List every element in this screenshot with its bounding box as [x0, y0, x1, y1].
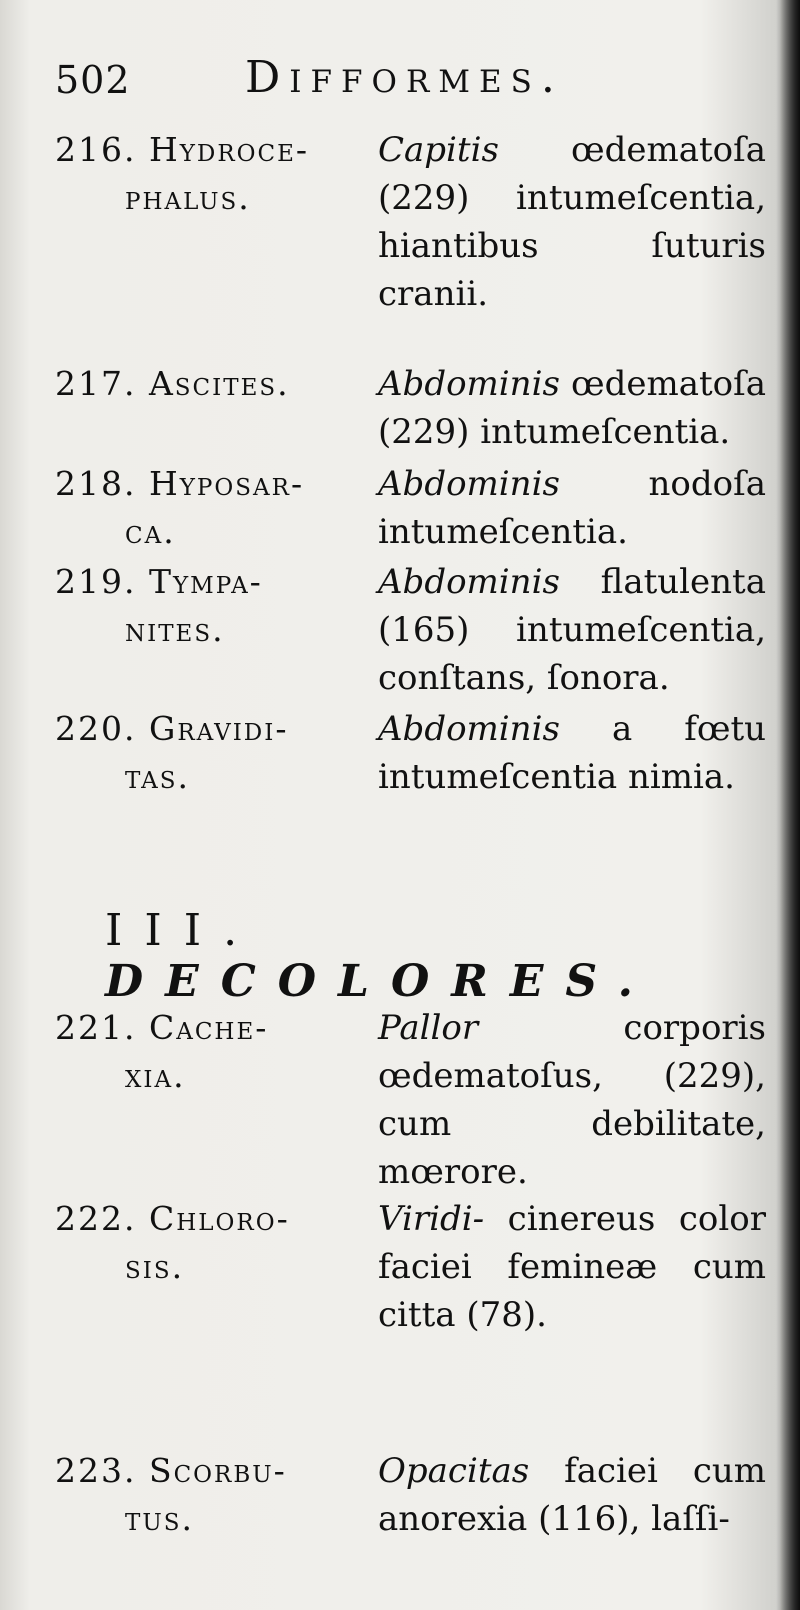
- entry-definition: Abdominis œdematoſa (229) intumeſcentia.: [378, 364, 766, 452]
- page-header: [55, 50, 755, 110]
- entry-definition: Viridi- cinereus color faciei femineæ cum citta (78).: [378, 1199, 766, 1335]
- entry-term: 222. Chloro- sis.: [55, 1199, 290, 1286]
- entry-term: 221. Cache- xia.: [55, 1008, 269, 1095]
- section-title: DECOLORES.: [105, 956, 655, 1007]
- page-edge-shadow: [776, 0, 800, 1610]
- entry-definition: Abdominis a fœtu intumeſcentia nimia.: [378, 709, 767, 797]
- entry-definition: Opacitas faciei cum anorexia (116), laſſi-: [378, 1451, 766, 1539]
- entry-definition: Abdominis nodoſa intumeſcentia.: [378, 464, 766, 552]
- page-number: 502: [55, 58, 131, 102]
- entry-definition: Abdominis flatulenta (165) intumeſcentia, conſtans, ſonora.: [378, 562, 766, 698]
- running-title: Difformes.: [245, 52, 564, 103]
- entry-term: 223. Scorbu- tus.: [55, 1451, 287, 1538]
- section-numeral: III.: [105, 905, 260, 956]
- entry-definition: Capitis œdematoſa (229) intumeſcentia, hiantibus ſuturis cranii.: [378, 130, 766, 314]
- entry-term: 219. Tympa- nites.: [55, 562, 263, 649]
- entry-term: 220. Gravidi- tas.: [55, 709, 289, 796]
- section-heading: [105, 905, 725, 1007]
- entry-definition: Pallor corporis œdematoſus, (229), cum debilitate, mœrore.: [378, 1008, 766, 1192]
- entry-term: 216. Hydroce- phalus.: [55, 130, 310, 217]
- entry-term: 218. Hyposar- ca.: [55, 464, 305, 551]
- entry-term: 217. Ascites.: [55, 364, 290, 403]
